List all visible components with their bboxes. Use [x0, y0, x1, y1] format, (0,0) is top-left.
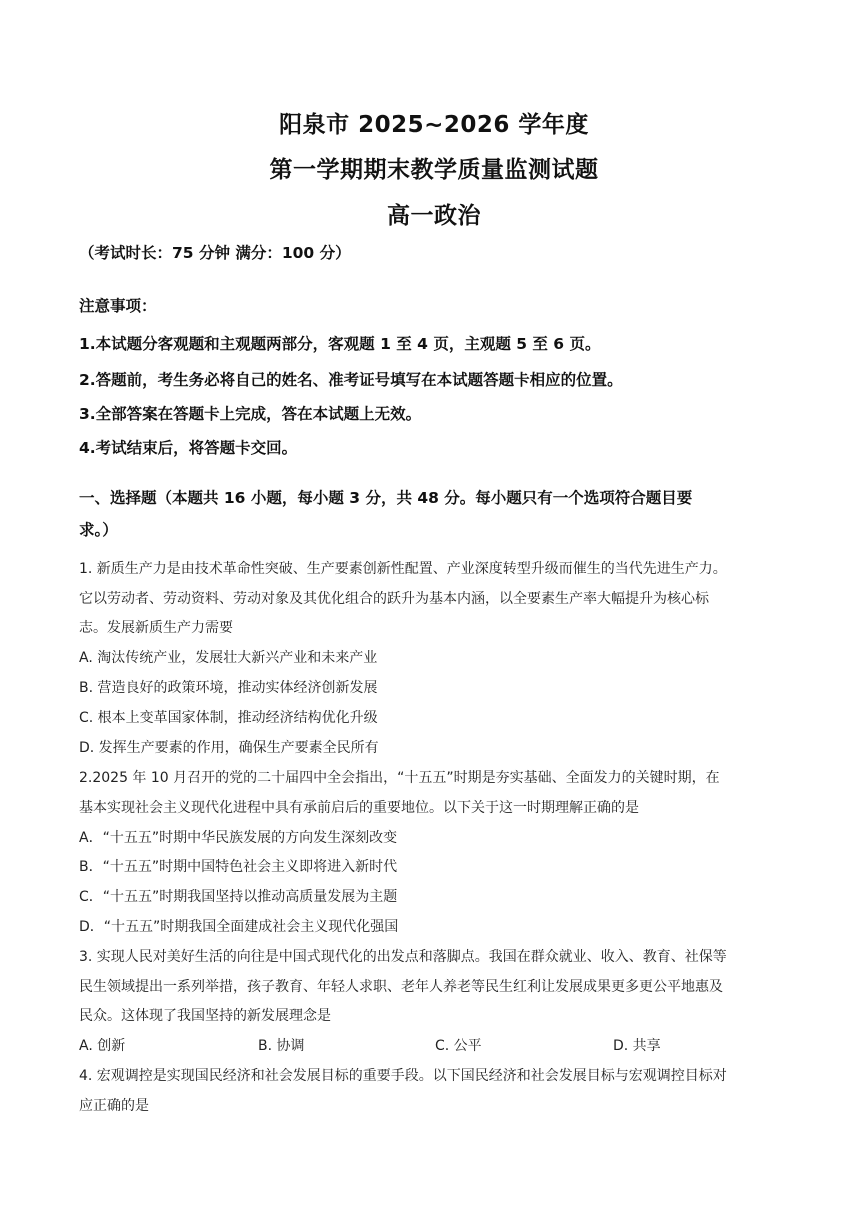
q3-stem-line: 3. 实现人民对美好生活的向往是中国式现代化的出发点和落脚点。我国在群众就业、收入、教育、社保等: [79, 949, 727, 965]
q2-option-d: D．“十五五”时期我国全面建成社会主义现代化强国: [79, 919, 399, 935]
note-item: 2.答题前，考生务必将自己的姓名、准考证号填写在本试题答题卡相应的位置。: [79, 371, 623, 389]
q1-stem-line: 它以劳动者、劳动资料、劳动对象及其优化组合的跃升为基本内涵，以全要素生产率大幅提升为核心标: [79, 591, 709, 607]
note-item: 3.全部答案在答题卡上完成，答在本试题上无效。: [79, 405, 422, 423]
q3-option-c: C. 公平: [435, 1038, 482, 1054]
q1-option-b: B. 营造良好的政策环境，推动实体经济创新发展: [79, 680, 378, 696]
q2-stem-line: 2.2025 年 10 月召开的党的二十届四中全会指出，“十五五”时期是夯实基础、全面发力的关键时期，在: [79, 770, 720, 786]
exam-info: （考试时长：75 分钟 满分：100 分）: [79, 244, 351, 262]
q2-stem-line: 基本实现社会主义现代化进程中具有承前启后的重要地位。以下关于这一时期理解正确的是: [79, 800, 639, 816]
q4-stem-line: 应正确的是: [79, 1098, 149, 1114]
q1-option-a: A. 淘汰传统产业，发展壮大新兴产业和未来产业: [79, 650, 378, 666]
q3-option-d: D. 共享: [613, 1038, 661, 1054]
q3-stem-line: 民众。这体现了我国坚持的新发展理念是: [79, 1008, 331, 1024]
q1-stem-line: 志。发展新质生产力需要: [79, 620, 233, 636]
note-item: 1.本试题分客观题和主观题两部分，客观题 1 至 4 页，主观题 5 至 6 页。: [79, 335, 601, 353]
q1-option-d: D. 发挥生产要素的作用，确保生产要素全民所有: [79, 740, 379, 756]
q2-option-b: B．“十五五”时期中国特色社会主义即将进入新时代: [79, 859, 398, 875]
q3-stem-line: 民生领域提出一系列举措，孩子教育、年轻人求职、老年人养老等民生红利让发展成果更多更公平地惠及: [79, 979, 723, 995]
q4-stem-line: 4. 宏观调控是实现国民经济和社会发展目标的重要手段。以下国民经济和社会发展目标与宏观调控目标对: [79, 1068, 727, 1084]
exam-title-line2: 第一学期期末教学质量监测试题: [269, 157, 599, 183]
subject-title: 高一政治: [387, 203, 481, 229]
q3-option-b: B. 协调: [258, 1038, 305, 1054]
q2-option-c: C．“十五五”时期我国坚持以推动高质量发展为主题: [79, 889, 398, 905]
section-heading-cont: 求。）: [79, 521, 118, 539]
q1-option-c: C. 根本上变革国家体制，推动经济结构优化升级: [79, 710, 378, 726]
exam-title-line1: 阳泉市 2025~2026 学年度: [279, 112, 589, 138]
q1-stem-line: 1. 新质生产力是由技术革命性突破、生产要素创新性配置、产业深度转型升级而催生的当代先进生产力。: [79, 561, 727, 577]
q2-option-a: A．“十五五”时期中华民族发展的方向发生深刻改变: [79, 830, 398, 846]
notes-heading: 注意事项：: [79, 297, 157, 315]
note-item: 4.考试结束后，将答题卡交回。: [79, 439, 298, 457]
section-heading: 一、选择题（本题共 16 小题，每小题 3 分，共 48 分。每小题只有一个选项符合题目要: [79, 489, 693, 507]
q3-option-a: A. 创新: [79, 1038, 126, 1054]
